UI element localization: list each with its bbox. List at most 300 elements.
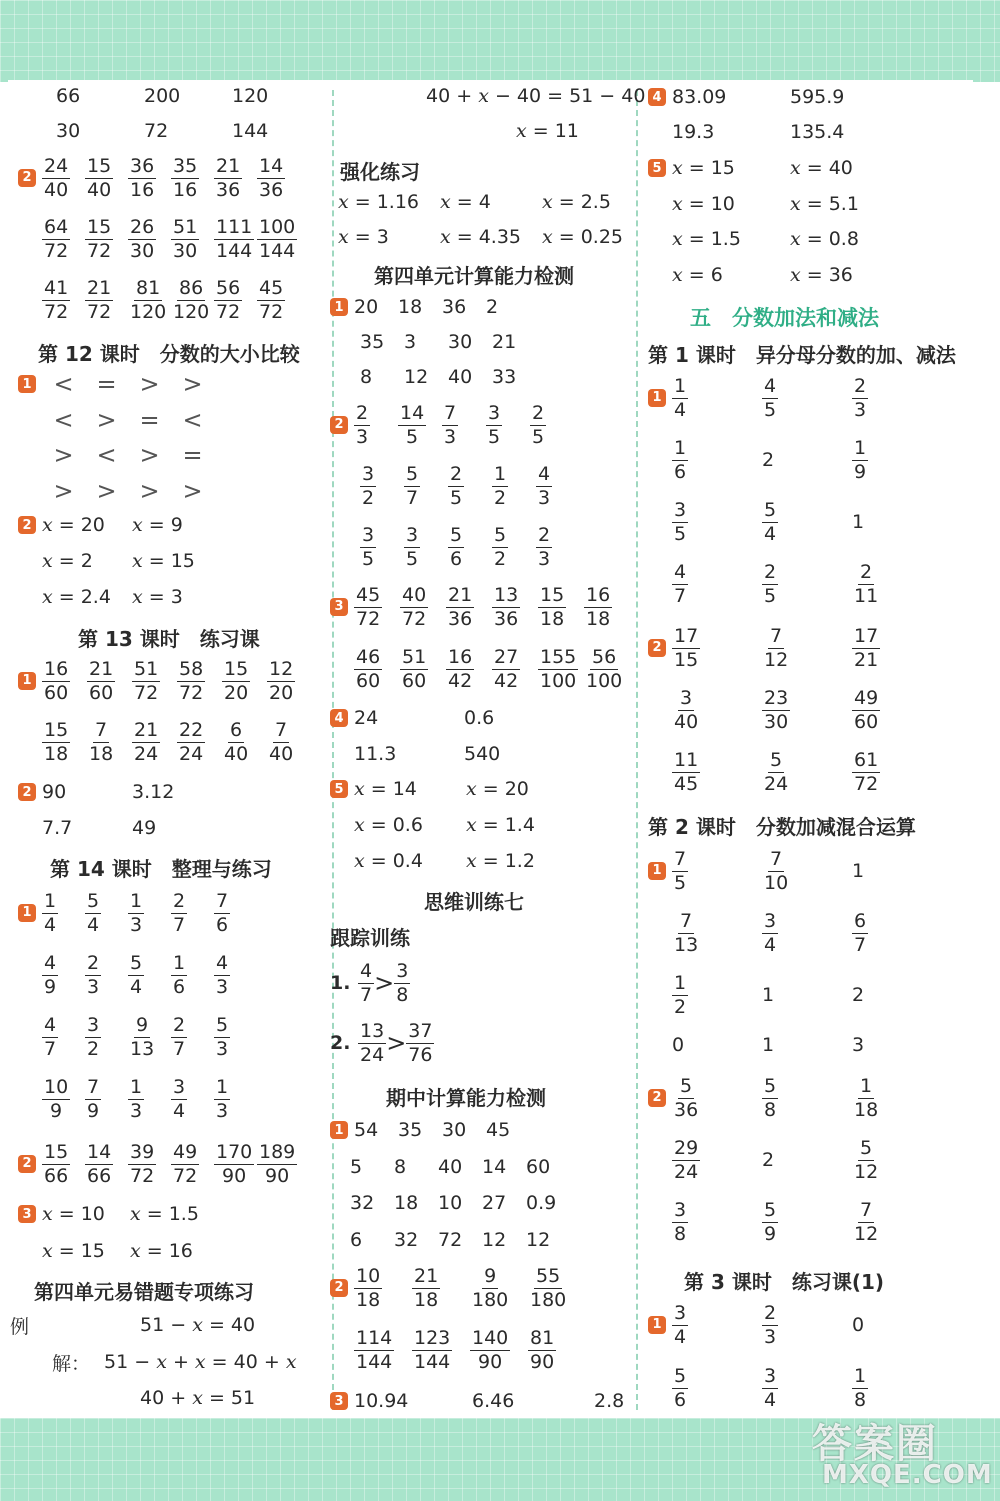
- denominator: 144: [216, 240, 253, 262]
- fraction-answer: [852, 1365, 942, 1410]
- answer-row: [18, 507, 222, 543]
- fraction-answer: [177, 658, 222, 703]
- fraction-answer: [214, 155, 257, 200]
- answer-value: 135.4: [790, 121, 845, 143]
- example-label: 例: [10, 1315, 30, 1338]
- numerator: 1: [860, 1075, 873, 1097]
- fraction: [762, 563, 778, 606]
- numerator: 46: [356, 646, 381, 668]
- answer-value: x = 10: [672, 192, 735, 215]
- answer-value: 1: [852, 510, 865, 533]
- comparison-symbol: >: [386, 1028, 407, 1057]
- fraction-answer: [42, 890, 85, 935]
- numerator: 14: [400, 402, 425, 424]
- fraction-answer: [85, 1014, 128, 1059]
- fraction: [672, 501, 688, 544]
- comparison-symbol: =: [182, 441, 203, 469]
- answer-value: 33: [492, 366, 517, 388]
- fraction-answer: [87, 658, 132, 703]
- numerator: 1: [674, 375, 687, 397]
- answer-row: [648, 257, 908, 293]
- denominator: 13: [674, 934, 699, 956]
- answer-value: 45: [486, 1119, 511, 1141]
- variable-x: x: [466, 778, 477, 800]
- fraction: [530, 404, 546, 447]
- denominator: 3: [356, 426, 369, 448]
- denominator: 40: [44, 179, 69, 201]
- fraction-answer: [360, 463, 404, 508]
- answer-value: 30: [442, 1119, 467, 1141]
- fraction-answer: [42, 216, 85, 261]
- answer-value: x = 3: [132, 586, 183, 608]
- fraction-answer: [404, 524, 448, 569]
- answer-row: [330, 1222, 570, 1258]
- denominator: 4: [764, 523, 777, 545]
- fraction: [354, 648, 382, 691]
- fraction-answer: [852, 749, 942, 794]
- numerator: 114: [356, 1327, 393, 1349]
- denominator: 5: [532, 426, 545, 448]
- fraction-answer: [492, 584, 538, 629]
- answer-value: 10: [438, 1192, 463, 1214]
- comparison-row: [18, 473, 214, 509]
- numerator: 7: [770, 625, 783, 647]
- denominator: 24: [360, 1044, 385, 1066]
- variable-x: x: [672, 157, 683, 179]
- denominator: 5: [406, 426, 419, 448]
- fraction-answer: [672, 561, 762, 606]
- fraction-answer: [42, 719, 87, 764]
- answer-value: x = 14: [354, 778, 417, 800]
- numerator: 26: [130, 216, 155, 238]
- column-divider-2: [636, 90, 638, 1410]
- fraction-answer: [214, 1076, 257, 1121]
- item-number: 2.: [330, 1031, 351, 1054]
- denominator: 18: [89, 743, 114, 765]
- answer-value: x = 1.5: [130, 1203, 199, 1225]
- numerator: 27: [494, 646, 519, 668]
- fraction-answer: [762, 749, 852, 794]
- answer-value: 120: [232, 85, 269, 107]
- fraction-answer: [171, 890, 214, 935]
- denominator: 4: [130, 976, 143, 998]
- section-heading: 第四单元易错题专项练习: [34, 1280, 254, 1304]
- top-decorative-band: [0, 0, 1000, 82]
- fraction-answer: [354, 402, 398, 447]
- numerator: 4: [44, 952, 57, 974]
- fraction-answer: [128, 216, 171, 261]
- numerator: 4: [674, 561, 687, 583]
- fraction: [257, 218, 297, 261]
- denominator: 36: [259, 179, 284, 201]
- fraction-answer: [672, 1137, 762, 1182]
- answer-value: 30: [448, 331, 473, 353]
- comparison-symbol: >: [139, 441, 160, 469]
- numerator: 6: [854, 910, 867, 932]
- fraction: [538, 648, 578, 691]
- fraction-answer: [528, 1265, 586, 1310]
- variable-x: x: [194, 1351, 206, 1373]
- fraction: [360, 526, 376, 569]
- numerator: 21: [216, 155, 241, 177]
- solution-line: [140, 1380, 255, 1416]
- solution-line: [52, 1344, 297, 1380]
- denominator: 11: [854, 585, 879, 607]
- denominator: 60: [854, 711, 879, 733]
- answer-value: 7.7: [42, 817, 73, 839]
- fraction-answer: [672, 499, 762, 544]
- answer-value: 72: [438, 1228, 463, 1251]
- fraction: [214, 954, 230, 997]
- answer-value: 11.3: [354, 743, 397, 765]
- fraction-answer: [42, 952, 85, 997]
- fraction-answer: [171, 155, 214, 200]
- answer-value: x = 20: [42, 514, 105, 536]
- exercise-number-badge: 1: [330, 298, 348, 316]
- fraction-answer: [470, 1265, 528, 1310]
- fraction: [85, 892, 101, 935]
- answer-row: [648, 1302, 942, 1347]
- answer-value: 8: [360, 366, 373, 388]
- numerator: 2: [450, 463, 463, 485]
- fraction-answer: [852, 561, 942, 606]
- exercise-number-badge: 2: [330, 1279, 348, 1297]
- fraction: [214, 1016, 230, 1059]
- comparison-symbol: =: [139, 405, 160, 434]
- section-heading: 期中计算能力检测: [386, 1086, 546, 1110]
- answer-value: 0.6: [464, 707, 495, 729]
- variable-x: x: [354, 814, 365, 836]
- fraction: [222, 721, 250, 764]
- fraction-answer: [446, 646, 492, 691]
- answer-row: [330, 1265, 586, 1310]
- variable-x: x: [338, 191, 349, 213]
- denominator: 9: [764, 1223, 777, 1245]
- fraction: [42, 1078, 70, 1121]
- fraction: [852, 377, 868, 420]
- comparison-symbol: >: [96, 476, 117, 505]
- fraction-answer: [538, 584, 584, 629]
- example-equation: 51 − x = 40: [140, 1314, 256, 1336]
- fraction: [214, 1078, 230, 1121]
- exercise-number-badge: 2: [18, 783, 36, 801]
- numerator: 2: [538, 524, 551, 546]
- denominator: 18: [854, 1099, 879, 1121]
- denominator: 42: [494, 670, 519, 692]
- answer-value: x = 1.4: [466, 814, 535, 836]
- answer-value: x = 16: [130, 1240, 193, 1262]
- comparison-answer: [330, 960, 410, 1005]
- answer-row: [330, 1327, 586, 1372]
- fraction: [85, 954, 101, 997]
- fraction: [528, 1329, 556, 1372]
- fraction-answer: [538, 646, 584, 691]
- section-heading: 第 3 课时 练习课(1): [684, 1270, 885, 1294]
- exercise-number-badge: 2: [648, 1089, 666, 1107]
- denominator: 2: [87, 1038, 100, 1060]
- section-heading: 第 13 课时 练习课: [78, 627, 260, 651]
- answer-value: 8: [394, 1155, 407, 1178]
- fraction: [42, 218, 70, 261]
- denominator: 6: [450, 548, 463, 570]
- fraction-answer: [762, 910, 852, 955]
- denominator: 120: [173, 301, 210, 323]
- comparison-answer: [330, 1020, 434, 1065]
- variable-x: x: [466, 850, 477, 872]
- numerator: 21: [87, 277, 112, 299]
- answer-value: 0.9: [526, 1192, 557, 1214]
- numerator: 11: [674, 749, 699, 771]
- fraction: [406, 1022, 434, 1065]
- numerator: 155: [540, 646, 577, 668]
- denominator: 21: [854, 649, 879, 671]
- numerator: 9: [136, 1014, 149, 1036]
- fraction-answer: [762, 625, 852, 670]
- fraction: [214, 218, 254, 261]
- answer-value: 144: [232, 120, 269, 142]
- fraction: [171, 892, 187, 935]
- variable-x: x: [790, 157, 801, 179]
- denominator: 144: [259, 240, 296, 262]
- fraction: [128, 1143, 156, 1186]
- answer-value: 54: [354, 1119, 379, 1141]
- numerator: 1: [494, 463, 507, 485]
- variable-x: x: [156, 1351, 167, 1373]
- variable-x: x: [42, 550, 53, 572]
- denominator: 4: [87, 914, 100, 936]
- denominator: 5: [406, 548, 419, 570]
- exercise-number-badge: 2: [18, 169, 36, 187]
- fraction-answer: [852, 1075, 942, 1120]
- fraction-answer: [672, 625, 762, 670]
- fraction-answer: [762, 375, 852, 420]
- denominator: 18: [586, 608, 611, 630]
- numerator: 123: [414, 1327, 451, 1349]
- numerator: 1: [854, 437, 867, 459]
- comparison-symbol: >: [139, 476, 160, 505]
- fraction: [358, 1022, 386, 1065]
- denominator: 6: [216, 914, 229, 936]
- answer-row: [18, 719, 312, 764]
- answer-row: [18, 1233, 218, 1269]
- answer-value: 0: [852, 1313, 865, 1336]
- comparison-row: [18, 366, 214, 402]
- section-heading: 五 分数加法和减法: [690, 306, 879, 330]
- fraction: [672, 563, 688, 606]
- denominator: 90: [222, 1165, 247, 1187]
- fraction: [42, 892, 58, 935]
- answer-row: [18, 155, 300, 200]
- fraction-answer: [852, 1137, 942, 1182]
- numerator: 1: [674, 972, 687, 994]
- numerator: 3: [674, 1199, 687, 1221]
- fraction: [528, 1267, 568, 1310]
- fraction-answer: [358, 1020, 386, 1065]
- answer-value: 10.94: [354, 1390, 409, 1412]
- numerator: 13: [494, 584, 519, 606]
- variable-x: x: [790, 263, 801, 286]
- fraction-answer: [762, 499, 852, 544]
- answer-value: 2.8: [594, 1390, 625, 1412]
- fraction: [214, 892, 230, 935]
- fraction-answer: [530, 402, 574, 447]
- numerator: 7: [87, 1076, 100, 1098]
- fraction: [128, 218, 156, 261]
- numerator: 170: [216, 1141, 253, 1163]
- fraction-answer: [171, 1076, 214, 1121]
- fraction: [762, 850, 790, 893]
- denominator: 72: [356, 608, 381, 630]
- numerator: 17: [674, 625, 699, 647]
- fraction-answer: [446, 584, 492, 629]
- numerator: 17: [854, 625, 879, 647]
- fraction-answer: [42, 658, 87, 703]
- denominator: 7: [360, 984, 373, 1006]
- denominator: 10: [764, 872, 789, 894]
- denominator: 60: [89, 682, 114, 704]
- numerator: 49: [854, 687, 879, 709]
- subsection-heading: 强化练习: [340, 160, 420, 184]
- fraction: [538, 586, 566, 629]
- numerator: 4: [764, 375, 777, 397]
- fraction-answer: [406, 1020, 434, 1065]
- fraction: [446, 586, 474, 629]
- numerator: 140: [472, 1327, 509, 1349]
- fraction: [672, 439, 688, 482]
- answer-value: 32: [350, 1192, 375, 1214]
- fraction: [128, 1078, 144, 1121]
- numerator: 5: [406, 463, 419, 485]
- fraction: [762, 1304, 778, 1347]
- answer-row: [330, 1149, 570, 1185]
- denominator: 3: [538, 487, 551, 509]
- fraction: [214, 157, 242, 200]
- exercise-number-badge: 5: [648, 159, 666, 177]
- fraction-answer: [536, 463, 580, 508]
- numerator: 24: [44, 155, 69, 177]
- fraction: [672, 850, 688, 893]
- equation-line: [516, 113, 579, 149]
- denominator: 12: [854, 1223, 879, 1245]
- fraction: [128, 157, 156, 200]
- denominator: 5: [674, 523, 687, 545]
- numerator: 4: [360, 960, 373, 982]
- denominator: 5: [764, 399, 777, 421]
- comparison-symbol: <: [53, 370, 74, 398]
- fraction-answer: [448, 524, 492, 569]
- numerator: 13: [360, 1020, 385, 1042]
- numerator: 1: [130, 1076, 143, 1098]
- variable-x: x: [130, 1240, 141, 1262]
- fraction: [672, 1077, 700, 1120]
- answer-row: [648, 561, 942, 606]
- fraction: [762, 1077, 778, 1120]
- fraction: [672, 751, 700, 794]
- denominator: 36: [674, 1099, 699, 1121]
- answer-row: [18, 277, 300, 322]
- numerator: 9: [484, 1265, 497, 1287]
- fraction: [222, 660, 250, 703]
- numerator: 3: [764, 910, 777, 932]
- answer-row: [648, 186, 908, 222]
- answer-value: x = 5.1: [790, 192, 859, 215]
- numerator: 23: [764, 687, 789, 709]
- denominator: 2: [494, 487, 507, 509]
- variable-x: x: [42, 1240, 53, 1262]
- fraction: [85, 1016, 101, 1059]
- answer-value: 24: [354, 707, 379, 729]
- fraction-answer: [128, 1076, 171, 1121]
- denominator: 7: [173, 914, 186, 936]
- answer-value: 5: [350, 1155, 363, 1178]
- numerator: 51: [134, 658, 159, 680]
- answer-value: 1: [762, 1034, 775, 1056]
- fraction-answer: [42, 277, 85, 322]
- exercise-number-badge: 2: [648, 639, 666, 657]
- fraction: [762, 1367, 778, 1410]
- answer-value: 2: [762, 1148, 775, 1171]
- fraction: [762, 1201, 778, 1244]
- fraction-answer: [222, 658, 267, 703]
- fraction-answer: [442, 402, 486, 447]
- fraction: [400, 586, 428, 629]
- numerator: 14: [87, 1141, 112, 1163]
- numerator: 16: [448, 646, 473, 668]
- fraction: [672, 1367, 688, 1410]
- item-number: 1.: [330, 971, 351, 994]
- answer-value: 32: [394, 1228, 419, 1251]
- answer-row: [338, 184, 644, 220]
- numerator: 2: [764, 1302, 777, 1324]
- answer-value: x = 36: [790, 263, 853, 286]
- fraction-answer: [42, 1141, 85, 1186]
- section-heading: 思维训练七: [424, 890, 524, 914]
- variable-x: x: [672, 263, 683, 286]
- answer-value: x = 4: [440, 191, 491, 213]
- numerator: 5: [674, 1365, 687, 1387]
- fraction: [672, 1201, 688, 1244]
- numerator: 5: [450, 524, 463, 546]
- variable-x: x: [440, 191, 451, 213]
- denominator: 3: [444, 426, 457, 448]
- answer-value: 1: [852, 859, 865, 882]
- fraction-answer: [171, 216, 214, 261]
- answer-row: [648, 79, 908, 115]
- denominator: 60: [44, 682, 69, 704]
- denominator: 2: [362, 487, 375, 509]
- denominator: 7: [674, 585, 687, 607]
- answer-row: [648, 687, 942, 732]
- answer-row: [330, 646, 630, 691]
- fraction-answer: [762, 1365, 852, 1410]
- variable-x: x: [338, 226, 349, 248]
- answer-value: 40: [438, 1155, 463, 1178]
- fraction: [171, 954, 187, 997]
- numerator: 7: [95, 719, 108, 741]
- denominator: 30: [130, 240, 155, 262]
- answer-row: [330, 1112, 530, 1148]
- variable-x: x: [790, 192, 801, 215]
- numerator: 58: [179, 658, 204, 680]
- answer-value: 6: [350, 1228, 363, 1251]
- denominator: 66: [44, 1165, 69, 1187]
- fraction: [762, 501, 778, 544]
- denominator: 6: [674, 1389, 687, 1411]
- answer-row: [648, 1075, 942, 1120]
- numerator: 7: [680, 910, 693, 932]
- answer-row: [330, 524, 580, 569]
- fraction-answer: [85, 890, 128, 935]
